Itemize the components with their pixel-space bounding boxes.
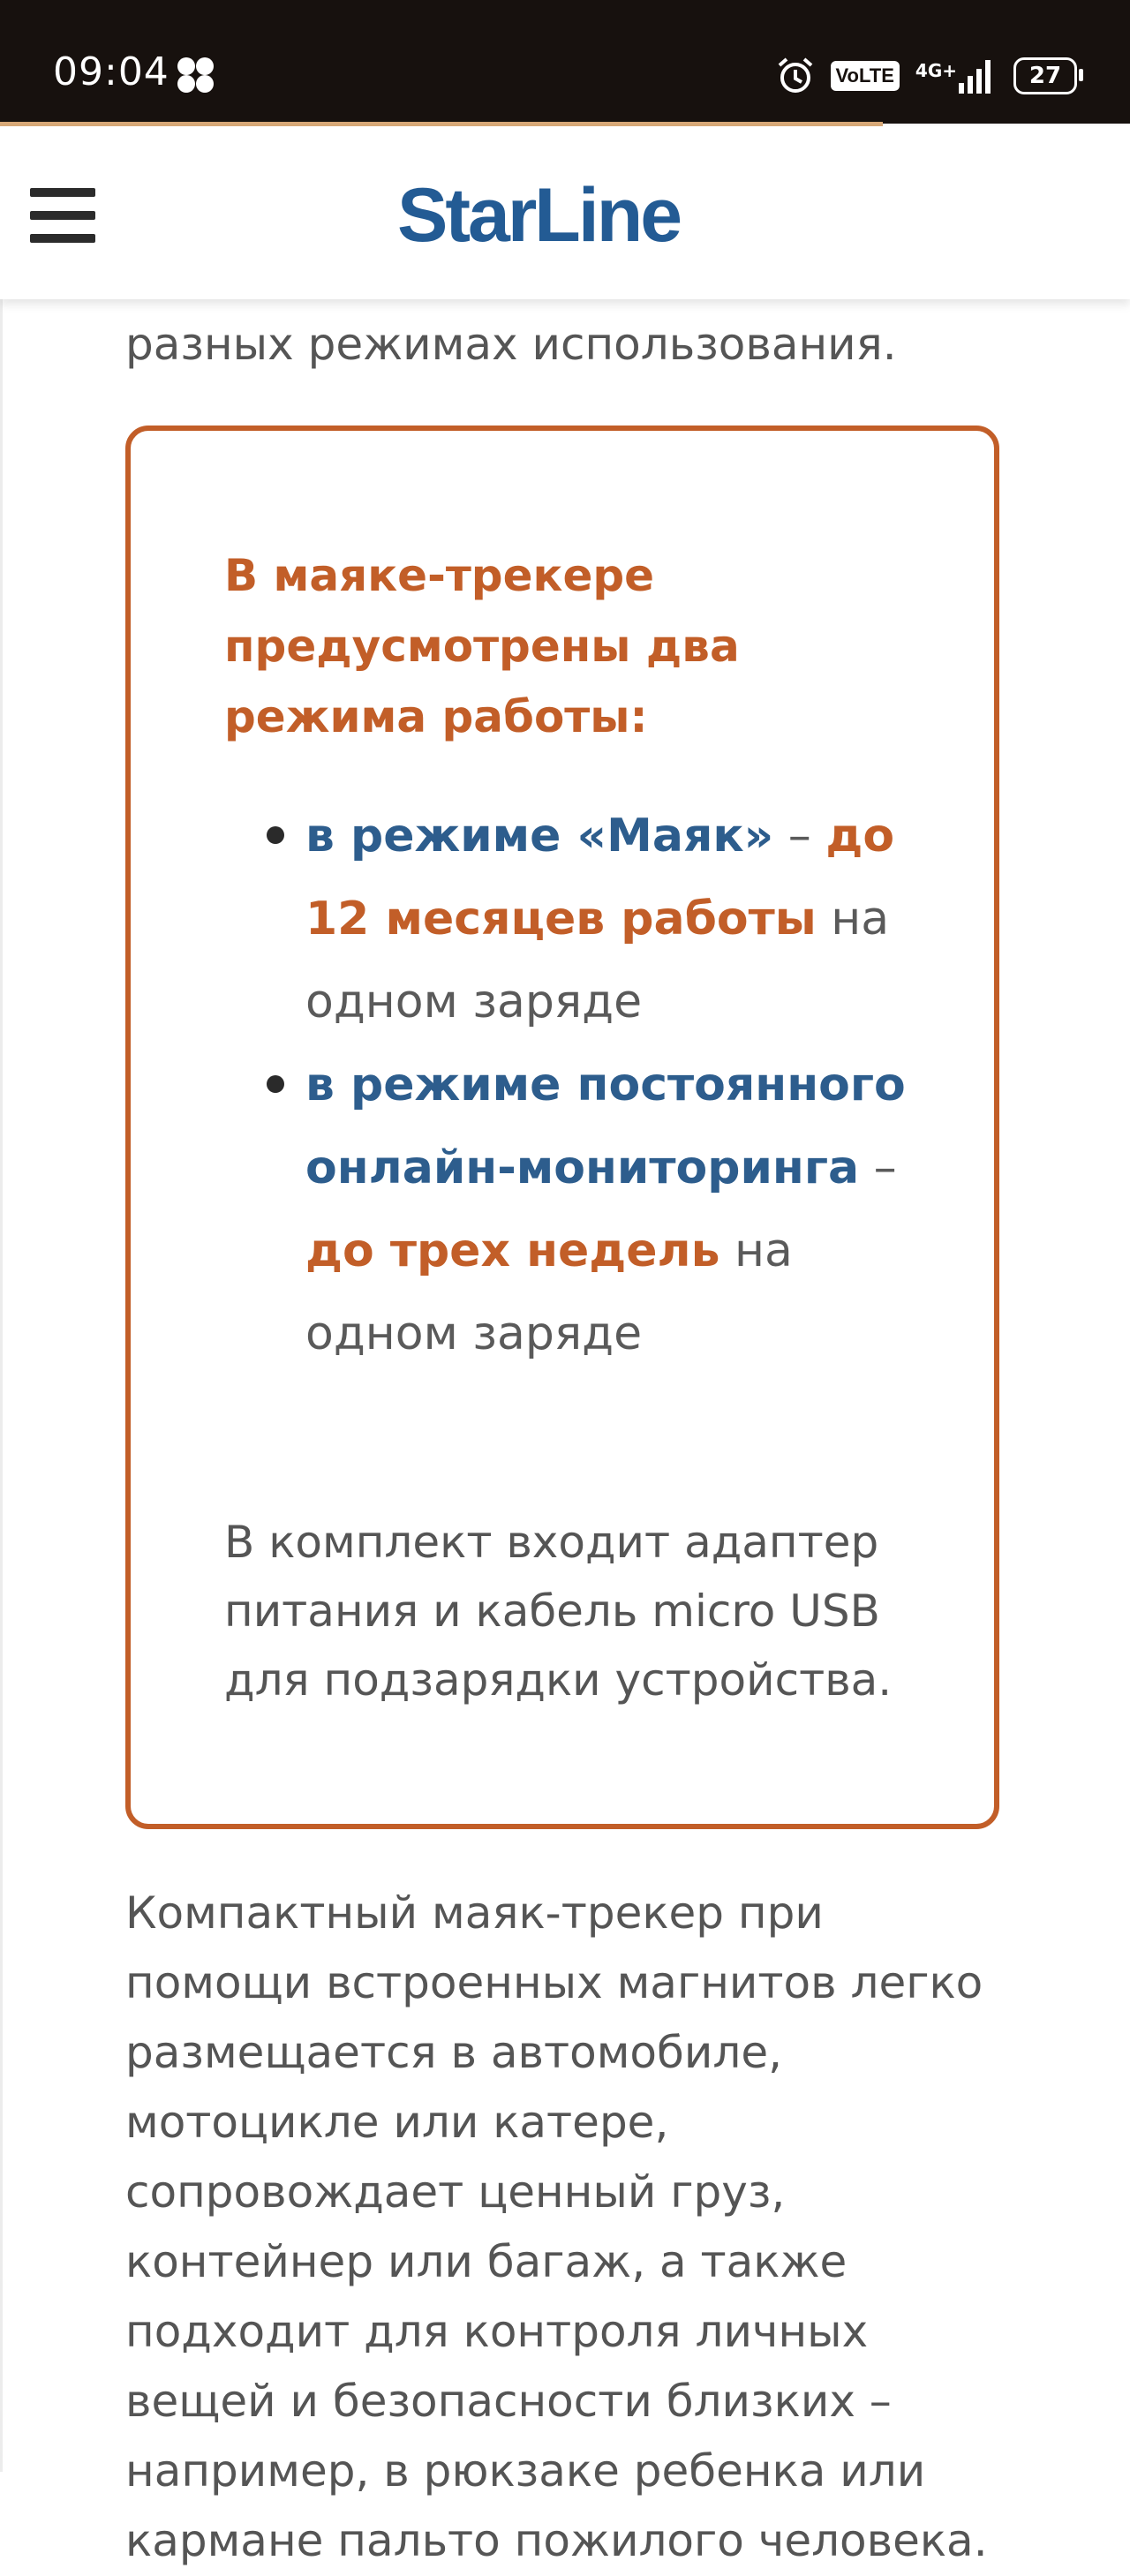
dash: – xyxy=(773,810,826,862)
body-paragraph: Компактный маяк-трекер при помощи встроенных магнитов легко размещается в автомобиле, мотоцикле или катере, сопровождает ценный груз, контейнер или багаж, а также подходит для контроля личных вещей и безопасности близких – например, в рюкзаке ребенка или кармане пальто пожилого человека. xyxy=(125,1887,988,2566)
status-time: 09:04 xyxy=(53,49,170,94)
battery-level: 27 xyxy=(1028,63,1062,89)
signal-icon xyxy=(957,58,998,94)
starline-logo[interactable]: StarLine xyxy=(397,173,681,258)
status-bar xyxy=(0,0,1130,124)
dash: – xyxy=(859,1141,897,1194)
battery-icon xyxy=(1013,57,1077,94)
site-header xyxy=(0,126,1130,299)
mode-name: в режиме постоянного онлайн-мониторинга xyxy=(305,1058,906,1194)
box-heading: В маяке-трекере предусмотрены два режима работы: xyxy=(224,550,740,742)
network-type: 4G+ xyxy=(915,60,957,81)
volte-badge: VoLTE xyxy=(831,61,900,91)
status-icons xyxy=(776,51,1078,101)
page-edge-line xyxy=(0,299,3,2472)
partial-text-line: разных режимах использования. xyxy=(125,319,897,370)
list-item xyxy=(305,795,923,1043)
alarm-icon xyxy=(776,56,815,95)
kit-text: В комплект входит адаптер питания и кабель micro USB для подзарядки устройства. xyxy=(224,1517,893,1706)
signal-group xyxy=(915,58,998,94)
mode-list xyxy=(305,795,923,1375)
mode-name: в режиме «Маяк» xyxy=(305,810,774,862)
dots-icon xyxy=(173,55,217,95)
mode-duration: до трех недель xyxy=(305,1224,720,1277)
hamburger-menu-icon[interactable] xyxy=(30,188,97,243)
mode-note: на одном заряде xyxy=(305,893,890,1028)
mode-note: на одном заряде xyxy=(305,1224,793,1360)
mode-duration: до 12 месяцев работы xyxy=(305,810,895,945)
list-item xyxy=(305,1043,923,1375)
